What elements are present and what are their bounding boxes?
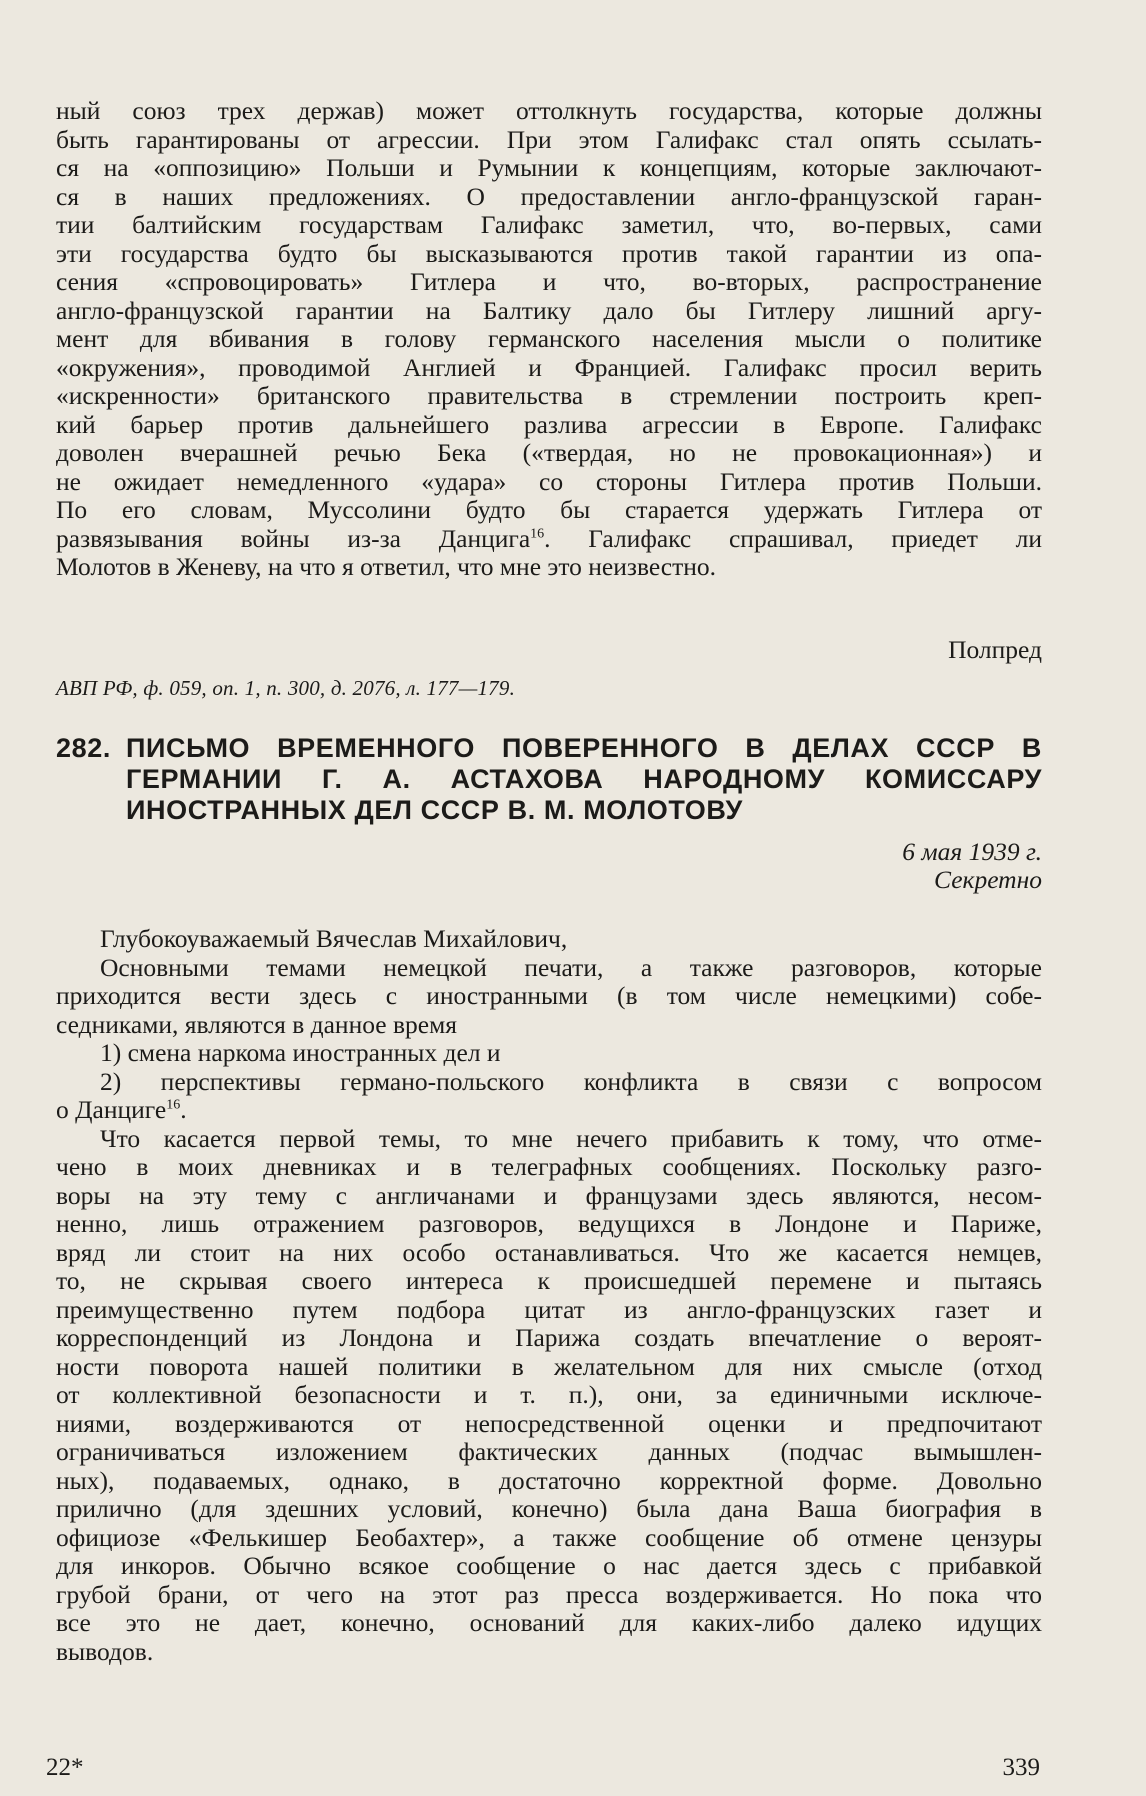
letter-body [56,925,1042,1666]
text-line: седниками, являются в данное время [56,1010,457,1039]
list-item: 2) перспективы германо-польского конфликта в связи с вопросом [100,1067,1042,1096]
heading-indent [56,764,126,795]
footnote-reference[interactable]: 16 [166,1097,181,1113]
text-line: Молотов в Женеву, на что я ответил, что мне это неизвестно. [56,553,717,581]
text-fragment: . [180,1096,187,1124]
list-item: 1) смена наркома иностранных дел и [100,1039,501,1067]
list-item-continuation [56,1096,1042,1125]
text-line: официозе «Фелькишер Беобахтер», а также сообщение об отмене цензуры [56,1523,1042,1552]
text-fragment: . Галифакс спрашивал, приедет ли [544,524,1042,553]
document-date: 6 мая 1939 г. [902,837,1042,866]
text-line: не ожидает немедленного «удара» со стороны Гитлера против Польши. [56,467,1042,496]
classification-mark: Секретно [934,865,1042,894]
text-line: «искренности» британского правительства в стремлении построить креп- [56,382,1042,410]
heading-row [56,733,1042,764]
text-line: вряд ли стоит на них особо останавливаться. Что же касается немцев, [56,1238,1042,1267]
text-line: доволен вчерашней речью Бека («твердая, но не провокационная») и [56,439,1042,467]
text-line: воры на эту тему с англичанами и французами здесь являются, несом- [56,1181,1042,1210]
page-number: 339 [1002,1754,1040,1781]
signature-polpred: Полпред [948,635,1042,664]
text-line: грубой брани, от чего на этот раз пресса воздерживается. Но пока что [56,1580,1042,1609]
text-line: Что касается первой темы, то мне нечего прибавить к тому, что отме- [100,1124,1042,1153]
text-fragment: развязывания войны из-за Данцига [56,524,531,553]
text-line: приходится вести здесь с иностранными (в том числе немецкими) собе- [56,982,1042,1010]
document-number: 282. [56,733,111,763]
signature-mark: 22* [46,1754,84,1781]
heading-line: ПИСЬМО ВРЕМЕННОГО ПОВЕРЕННОГО В ДЕЛАХ СССР В [126,733,1042,763]
text-line: сения «спровоцировать» Гитлера и что, во-вторых, распространение [56,268,1042,296]
archive-reference: АВП РФ, ф. 059, оп. 1, п. 300, д. 2076, л. 177—179. [56,676,516,700]
text-line: эти государства будто бы высказываются против такой гарантии из опа- [56,239,1042,268]
text-line: быть гарантированы от агрессии. При этом Галифакс стал опять ссылать- [56,125,1042,154]
text-line: По его словам, Муссолини будто бы старается удержать Гитлера от [56,496,1042,524]
footnote-reference[interactable]: 16 [530,526,545,541]
text-line: мент для вбивания в голову германского населения мысли о политике [56,325,1042,353]
heading-line: ГЕРМАНИИ Г. А. АСТАХОВА НАРОДНОМУ КОМИССАРУ [126,764,1042,794]
text-line: преимущественно путем подбора цитат из англо-французских газет и [56,1295,1042,1324]
text-line: Основными темами немецкой печати, а также разговоров, которые [100,953,1042,982]
heading-indent [56,795,126,826]
text-line: ся на «оппозицию» Польши и Румынии к концепциям, которые заключают- [56,154,1042,182]
text-line: англо-французской гарантии на Балтику дало бы Гитлеру лишний аргу- [56,296,1042,325]
heading-line: ИНОСТРАННЫХ ДЕЛ СССР В. М. МОЛОТОВУ [126,795,743,825]
text-line-with-footnote [56,525,1042,554]
text-line: чено в моих дневниках и в телеграфных сообщениях. Поскольку разго- [56,1153,1042,1181]
previous-document-text [56,97,1042,582]
text-line: для инкоров. Обычно всякое сообщение о нас дается здесь с прибавкой [56,1552,1042,1580]
text-line: ности поворота нашей политики в желательном для них смысле (отход [56,1352,1042,1381]
text-line: «окружения», проводимой Англией и Францией. Галифакс просил верить [56,353,1042,382]
heading-row [56,795,1042,826]
text-line: тии балтийским государствам Галифакс заметил, что, во-первых, сами [56,211,1042,239]
text-line: то, не скрывая своего интереса к происшедшей перемене и пытаясь [56,1267,1042,1295]
text-fragment: о Данциге [56,1096,167,1124]
text-line: ненно, лишь отражением разговоров, ведущихся в Лондоне и Париже, [56,1210,1042,1238]
text-line: прилично (для здешних условий, конечно) была дана Ваша биография в [56,1495,1042,1523]
text-line: выводов. [56,1637,154,1666]
text-line: ниями, воздерживаются от непосредственной оценки и предпочитают [56,1409,1042,1438]
text-line: ограничиваться изложением фактических данных (подчас вымышлен- [56,1438,1042,1466]
document-heading [56,733,1042,826]
heading-row [56,764,1042,795]
text-line: ный союз трех держав) может оттолкнуть государства, которые должны [56,97,1042,125]
text-line: от коллективной безопасности и т. п.), они, за единичными исключе- [56,1381,1042,1409]
text-line: все это не дает, конечно, оснований для каких-либо далеко идущих [56,1609,1042,1637]
text-line: ных), подаваемых, однако, в достаточно корректной форме. Довольно [56,1466,1042,1495]
text-line: ся в наших предложениях. О предоставлении англо-французской гаран- [56,182,1042,211]
salutation: Глубокоуважаемый Вячеслав Михайлович, [100,925,568,953]
text-line: корреспонденций из Лондона и Парижа создать впечатление о вероят- [56,1324,1042,1352]
text-line: кий барьер против дальнейшего разлива агрессии в Европе. Галифакс [56,410,1042,439]
